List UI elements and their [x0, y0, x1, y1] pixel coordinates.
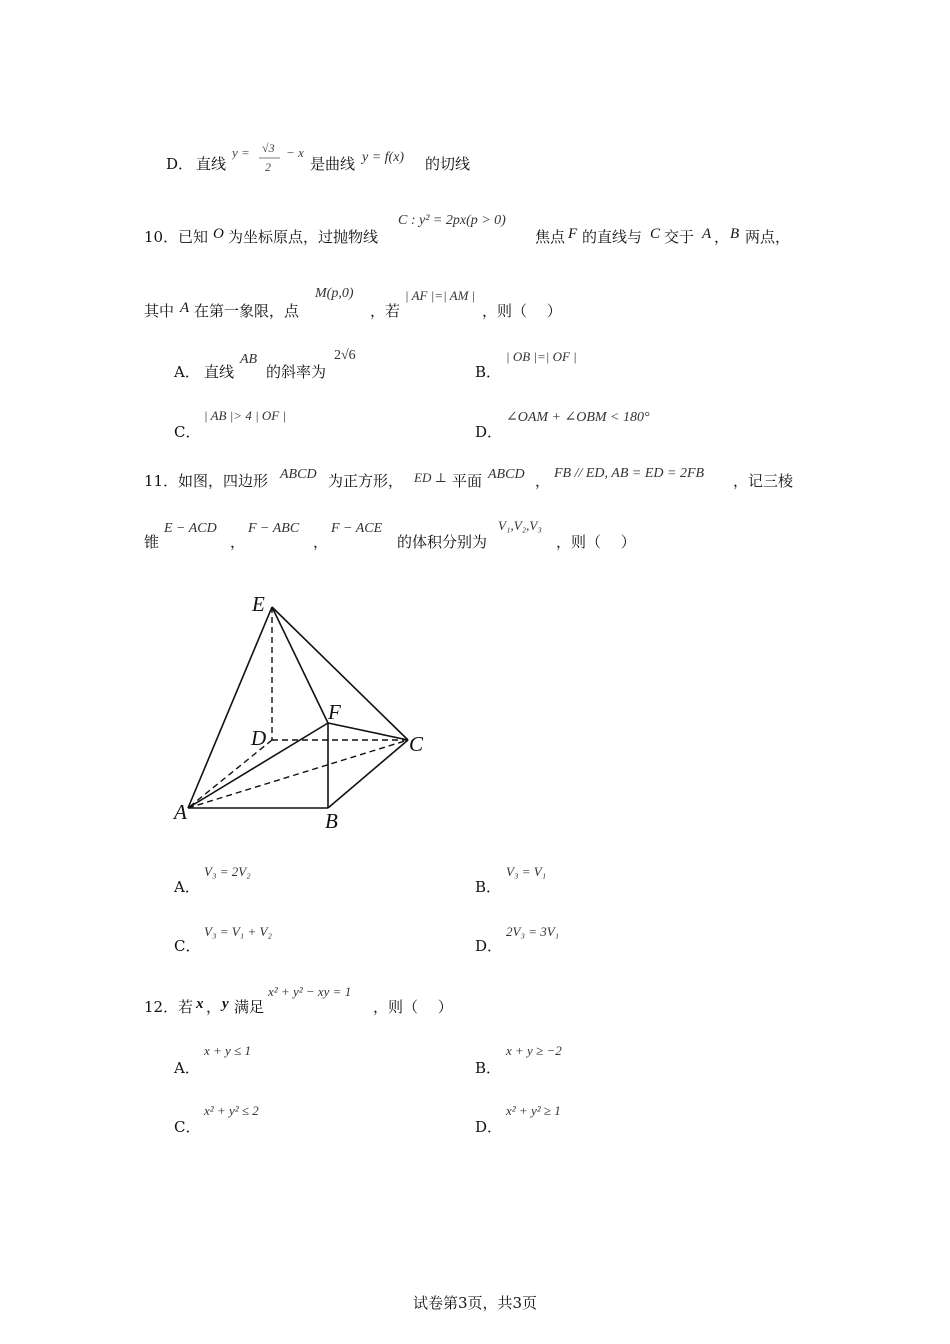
question-text: ，若: [370, 302, 401, 320]
var: y: [222, 996, 229, 1012]
label-B: B: [325, 809, 338, 833]
option-a-text: 的斜率为: [266, 363, 327, 381]
formula: F − ABC: [248, 521, 300, 536]
var: x: [196, 996, 204, 1012]
question-number: 10．: [144, 228, 179, 246]
question-text: ，: [714, 228, 730, 246]
option-letter: D．: [166, 155, 194, 173]
formula-render: [232, 140, 306, 174]
option-b-letter: B．: [475, 878, 502, 896]
question-text: 已知: [178, 228, 209, 246]
formula: ABCD: [280, 467, 317, 482]
question-text: 其中: [144, 302, 175, 320]
formula: x² + y² ≤ 2: [204, 1103, 259, 1118]
formula: F − ACE: [331, 521, 383, 536]
edge-EA: [188, 607, 272, 808]
formula: V₃ = 2V₂: [204, 864, 251, 879]
formula: x + y ≥ −2: [506, 1043, 562, 1058]
option-a-letter: A．: [174, 1059, 200, 1077]
question-text: 如图，四边形: [178, 472, 269, 490]
question-text: ，则（ ）: [482, 302, 562, 320]
option-c-letter: C．: [174, 423, 201, 441]
label-D: D: [251, 726, 267, 750]
var: A: [702, 226, 712, 242]
formula: ED ⊥: [414, 470, 447, 485]
option-a-letter: A．: [174, 363, 200, 381]
svg-text:− x: − x: [286, 145, 304, 160]
formula: x² + y² − xy = 1: [268, 984, 352, 999]
option-b-letter: B．: [475, 1059, 502, 1077]
edge-AC: [188, 740, 408, 808]
question-text: 为坐标原点，过抛物线: [228, 228, 379, 246]
option-a-letter: A．: [174, 878, 200, 896]
formula: FB // ED, AB = ED = 2FB: [554, 466, 705, 481]
svg-text:√3: √3: [262, 141, 275, 155]
label-A: A: [174, 800, 187, 824]
question-text: ，: [230, 533, 246, 551]
var: F: [568, 226, 578, 242]
formula: M(p,0): [315, 286, 354, 301]
question-text: 两点，: [745, 228, 791, 246]
formula: 2V₃ = 3V₁: [506, 924, 560, 939]
question-text: 满足: [234, 998, 265, 1016]
formula: x + y ≤ 1: [204, 1043, 251, 1058]
question-text: 为正方形，: [328, 472, 404, 490]
formula: V₃ = V₁ + V₂: [204, 924, 272, 939]
question-number: 11．: [144, 472, 179, 490]
option-text: 的切线: [425, 155, 471, 173]
formula: C : y² = 2px(p > 0): [398, 213, 506, 228]
question-text: ，: [206, 998, 222, 1016]
question-text: 的直线与: [582, 228, 643, 246]
var: C: [650, 226, 661, 242]
formula: [232, 140, 306, 179]
option-a-text: 直线: [204, 363, 235, 381]
option-text: 直线: [196, 155, 227, 173]
edge-DA: [188, 740, 272, 808]
option-c-letter: C．: [174, 937, 201, 955]
label-E: E: [252, 592, 265, 616]
option-d-letter: D．: [475, 423, 503, 441]
question-text: 焦点: [535, 228, 566, 246]
var: O: [213, 226, 224, 242]
formula: | AB |> 4 | OF |: [204, 408, 287, 423]
option-c-letter: C．: [174, 1118, 201, 1136]
question-text: 交于: [664, 228, 695, 246]
formula: ∠OAM + ∠OBM < 180°: [506, 410, 650, 425]
option-d-letter: D．: [475, 937, 503, 955]
label-C: C: [409, 732, 424, 756]
page-footer: 试卷第3页，共3页: [412, 1294, 538, 1312]
formula: E − ACD: [164, 521, 217, 536]
formula: x² + y² ≥ 1: [506, 1103, 561, 1118]
formula: 2√6: [334, 348, 356, 363]
svg-text:2: 2: [265, 160, 271, 174]
question-text: 在第一象限，点: [194, 302, 300, 320]
question-text: 平面: [452, 472, 483, 490]
formula: y = f(x): [362, 150, 405, 165]
question-number: 12．: [144, 998, 179, 1016]
question-text: 锥: [144, 533, 160, 551]
option-b-letter: B．: [475, 363, 502, 381]
question-text: ，则（ ）: [373, 998, 453, 1016]
question-text: ，记三棱: [733, 472, 794, 490]
question-text: 的体积分别为: [397, 533, 488, 551]
svg-text:y =: y =: [232, 145, 250, 160]
option-text: 是曲线: [310, 155, 356, 173]
option-d-letter: D．: [475, 1118, 503, 1136]
var: A: [180, 300, 190, 316]
formula: V₃ = V₁: [506, 864, 547, 879]
pyramid-figure: [160, 585, 450, 835]
edge-EF: [272, 607, 328, 723]
question-text: ，: [313, 533, 329, 551]
formula: V₁,V₂,V₃: [498, 518, 542, 533]
question-text: ，则（ ）: [556, 533, 636, 551]
edge-FC: [328, 723, 408, 740]
question-text: 若: [178, 998, 194, 1016]
var: B: [730, 226, 740, 242]
formula: AB: [240, 352, 258, 367]
formula: ABCD: [488, 467, 525, 482]
label-F: F: [328, 700, 341, 724]
formula: | OB |=| OF |: [506, 349, 577, 364]
question-text: ，: [535, 472, 551, 490]
edge-BC: [328, 740, 408, 808]
formula: | AF |=| AM |: [405, 288, 476, 303]
